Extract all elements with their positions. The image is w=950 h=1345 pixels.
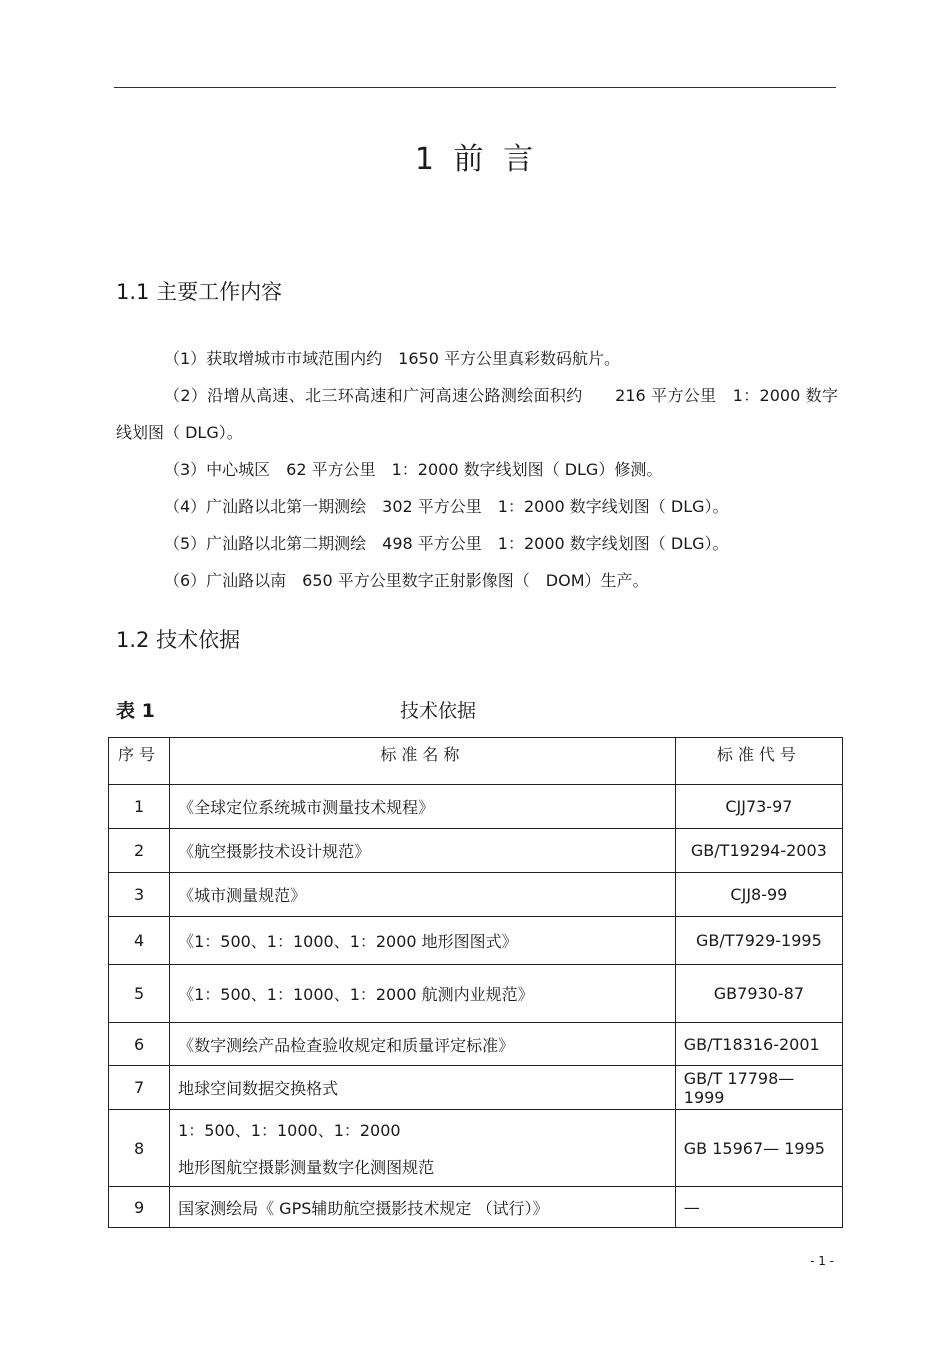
table-row: [109, 1023, 843, 1066]
row-name-line2: 地形图航空摄影测量数字化测图规范: [178, 1158, 435, 1177]
row-code: GB/T19294-2003: [675, 829, 842, 873]
page-title: 1 前 言: [414, 142, 536, 177]
row-no: 5: [109, 965, 170, 1023]
row-code: GB7930-87: [675, 965, 842, 1023]
row-name: 《全球定位系统城市测量技术规程》: [170, 785, 676, 829]
work-item-6: （6）广汕路以南 650 平方公里数字正射影像图（ DOM）生产。: [164, 571, 649, 590]
work-item-2: （2）沿增从高速、北三环高速和广河高速公路测绘面积约 216 平方公里 1：2000 数字线划图（ DLG）。: [116, 386, 838, 442]
work-item-4: （4）广汕路以北第一期测绘 302 平方公里 1：2000 数字线划图（ DLG）。: [164, 497, 729, 516]
row-code: CJJ73-97: [675, 785, 842, 829]
table-row: [109, 1187, 843, 1228]
table-row: [109, 873, 843, 917]
header-name: 标准名称: [170, 738, 676, 785]
table-row: [109, 1110, 843, 1187]
row-code: CJJ8-99: [675, 873, 842, 917]
row-no: 3: [109, 873, 170, 917]
row-name: 国家测绘局《 GPS辅助航空摄影技术规定 （试行）》: [170, 1187, 676, 1228]
row-no: 1: [109, 785, 170, 829]
row-code: GB/T18316-2001: [675, 1023, 842, 1066]
row-name: 《1：500、1：1000、1：2000 航测内业规范》: [170, 965, 676, 1023]
row-no: 8: [109, 1110, 170, 1187]
row-code: GB/T7929-1995: [675, 917, 842, 965]
row-name: 《航空摄影技术设计规范》: [170, 829, 676, 873]
table-caption-label: 表 1: [116, 700, 155, 722]
table-row: [109, 917, 843, 965]
header-rule: [114, 87, 836, 88]
row-name: 《1：500、1：1000、1：2000 地形图图式》: [170, 917, 676, 965]
row-name: 1：500、1：1000、1：2000: [178, 1121, 401, 1140]
header-code: 标准代号: [675, 738, 842, 785]
header-no: 序号: [109, 738, 170, 785]
row-code: —: [675, 1187, 842, 1228]
section-heading-tech-basis: 1.2 技术依据: [116, 628, 241, 652]
row-name: 地球空间数据交换格式: [170, 1066, 676, 1110]
row-no: 9: [109, 1187, 170, 1228]
row-no: 6: [109, 1023, 170, 1066]
row-code: GB 15967— 1995: [675, 1110, 842, 1187]
table-row: [109, 1066, 843, 1110]
row-name-multiline: [170, 1110, 676, 1187]
table-row: [109, 829, 843, 873]
work-content-list: [116, 340, 838, 599]
work-item-1: （1）获取增城市市域范围内约 1650 平方公里真彩数码航片。: [164, 349, 620, 368]
table-header-row: [109, 738, 843, 785]
row-name: 《数字测绘产品检查验收规定和质量评定标准》: [170, 1023, 676, 1066]
table-row: [109, 785, 843, 829]
page-number: - 1 -: [810, 1254, 834, 1268]
table-caption-title: 技术依据: [400, 700, 477, 722]
row-name: 《城市测量规范》: [170, 873, 676, 917]
section-heading-work-content: 1.1 主要工作内容: [116, 280, 283, 304]
row-no: 7: [109, 1066, 170, 1110]
standards-table: [108, 737, 843, 1228]
table-row: [109, 965, 843, 1023]
work-item-3: （3）中心城区 62 平方公里 1：2000 数字线划图（ DLG）修测。: [164, 460, 663, 479]
row-code: GB/T 17798— 1999: [675, 1066, 842, 1110]
work-item-5: （5）广汕路以北第二期测绘 498 平方公里 1：2000 数字线划图（ DLG）。: [164, 534, 729, 553]
row-no: 2: [109, 829, 170, 873]
row-no: 4: [109, 917, 170, 965]
